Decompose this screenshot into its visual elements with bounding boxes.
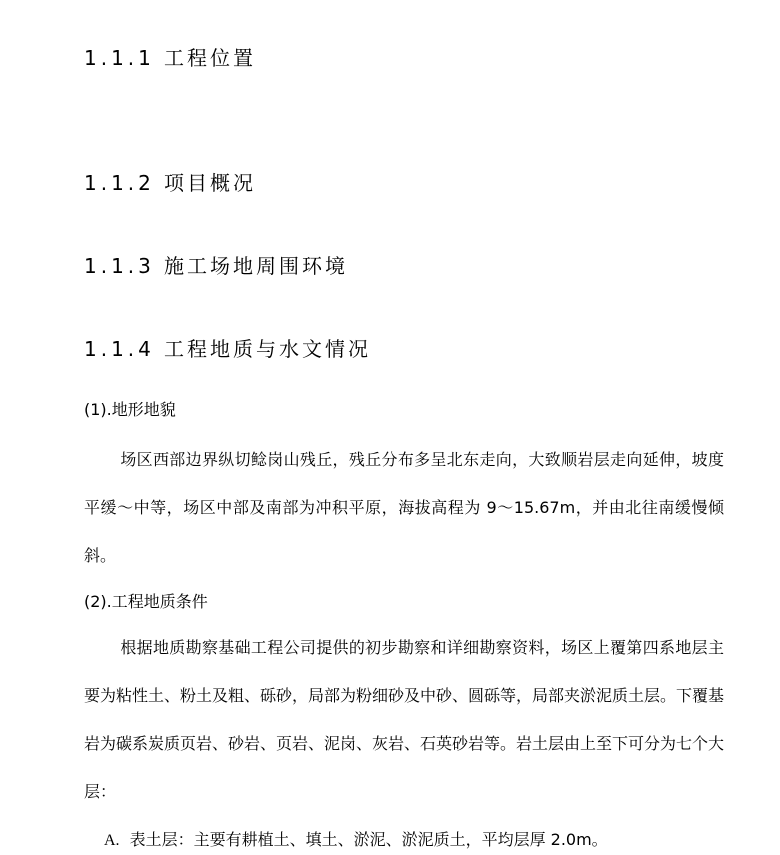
section-title: 工程位置: [164, 46, 256, 70]
section-heading-1-1-1: [84, 48, 256, 68]
geology-paragraph: [84, 624, 724, 816]
section-title: 施工场地周围环境: [164, 254, 348, 278]
layer-item-a: [104, 832, 608, 849]
section-title: 工程地质与水文情况: [164, 337, 371, 361]
section-number: 1.1.2: [84, 171, 155, 195]
layer-text: 表土层：主要有耕植土、填土、淤泥、淤泥质土，平均层厚 2.0m。: [129, 830, 608, 849]
section-number: 1.1.3: [84, 254, 155, 278]
geology-heading: (2).工程地质条件: [84, 592, 208, 611]
terrain-heading: (1).地形地貌: [84, 400, 176, 419]
section-number: 1.1.4: [84, 337, 155, 361]
section-number: 1.1.1: [84, 46, 155, 70]
section-heading-1-1-3: [84, 256, 348, 276]
terrain-paragraph: [84, 436, 724, 580]
section-heading-1-1-4: [84, 339, 371, 359]
section-heading-1-1-2: [84, 173, 256, 193]
geology-paragraph-text: 根据地质勘察基础工程公司提供的初步勘察和详细勘察资料，场区上覆第四系地层主要为粘性土、粉土及粗、砾砂，局部为粉细砂及中砂、圆砾等，局部夹淤泥质土层。下覆基岩为碳系炭质页岩、砂岩、页岩、泥岗、灰岩、石英砂岩等。岩土层由上至下可分为七个大层：: [84, 638, 725, 801]
terrain-paragraph-text: 场区西部边界纵切鲶岗山残丘，残丘分布多呈北东走向，大致顺岩层走向延伸，坡度平缓～中等，场区中部及南部为冲积平原，海拔高程为 9～15.67m，并由北往南缓慢倾斜。: [84, 450, 724, 565]
layer-label: A.: [104, 832, 120, 849]
section-title: 项目概况: [164, 171, 256, 195]
